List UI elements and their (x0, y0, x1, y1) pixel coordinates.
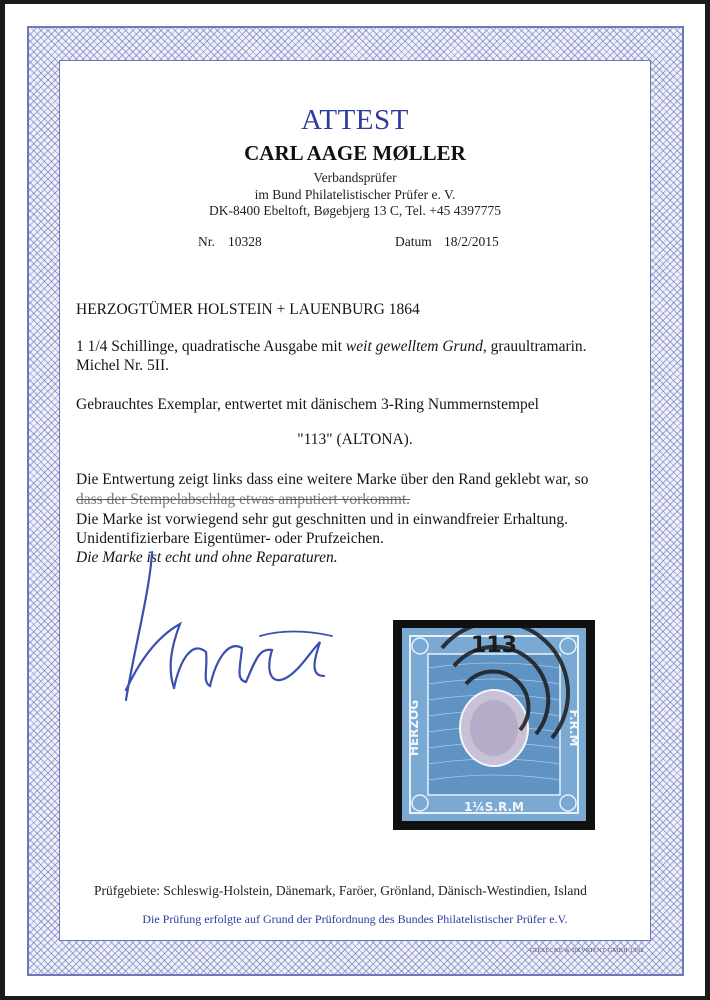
stamp-corner-text-top: F.R.M (567, 709, 581, 747)
date-label: Datum (395, 234, 432, 249)
stamp-heading: HERZOGTÜMER HOLSTEIN + LAUENBURG 1864 (76, 301, 420, 318)
description-line-2: Michel Nr. 5II. (76, 357, 169, 374)
note-line-3: Die Marke ist vorwiegend sehr gut geschnitten und in einwandfreier Erhaltung. (76, 511, 568, 528)
printer-mark: GIESECKE & DEVRIENT GMBH 1992 (530, 948, 645, 954)
cancel-line: "113" (ALTONA). (297, 431, 413, 448)
conclusion-text: Die Marke ist echt und ohne Reparaturen. (76, 549, 338, 566)
stamp-artwork (402, 628, 586, 821)
issuer-line-2: im Bund Philatelistischer Prüfer e. V. (254, 187, 456, 202)
note-line-2: dass der Stempelabschlag etwas amputiert vorkommt. (76, 491, 411, 508)
stamp-side-text: HERZOG (407, 699, 421, 757)
description-line-1 (76, 338, 587, 356)
issuer-address: DK-8400 Ebeltoft, Bøgebjerg 13 C, Tel. +45 4397775 (209, 203, 501, 218)
signature (110, 540, 340, 710)
number-value: 10328 (228, 234, 262, 249)
description-text-a: 1 1/4 Schillinge, quadratische Ausgabe mit (76, 338, 346, 355)
footer-regulation: Die Prüfung erfolgte auf Grund der Prüfordnung des Bundes Philatelistischer Prüfer e.V. (142, 912, 568, 926)
description-italic: weit gewelltem Grund (345, 338, 483, 355)
note-line-4: Unidentifizierbare Eigentümer- oder Prufzeichen. (76, 530, 384, 547)
used-line: Gebrauchtes Exemplar, entwertet mit dänischem 3-Ring Nummernstempel (76, 396, 539, 413)
note-line-1: Die Entwertung zeigt links dass eine weitere Marke über den Rand geklebt war, so (76, 471, 589, 488)
number-label: Nr. (198, 234, 215, 249)
footer-test-areas: Prüfgebiete: Schleswig-Holstein, Dänemark, Faröer, Grönland, Dänisch-Westindien, Island (94, 883, 587, 898)
issuer-name: CARL AAGE MØLLER (244, 141, 466, 165)
stamp-cancel-number: 113 (471, 633, 517, 658)
stamp-mount (393, 620, 595, 830)
issuer-line-1: Verbandsprüfer (313, 170, 397, 185)
stamp-image (402, 628, 586, 821)
date-value: 18/2/2015 (444, 234, 499, 249)
description-text-b: , grauultramarin. (482, 338, 587, 355)
certificate-title: ATTEST (301, 104, 409, 136)
stamp-corner-text-bottom: 1¼S.R.M (464, 800, 524, 814)
